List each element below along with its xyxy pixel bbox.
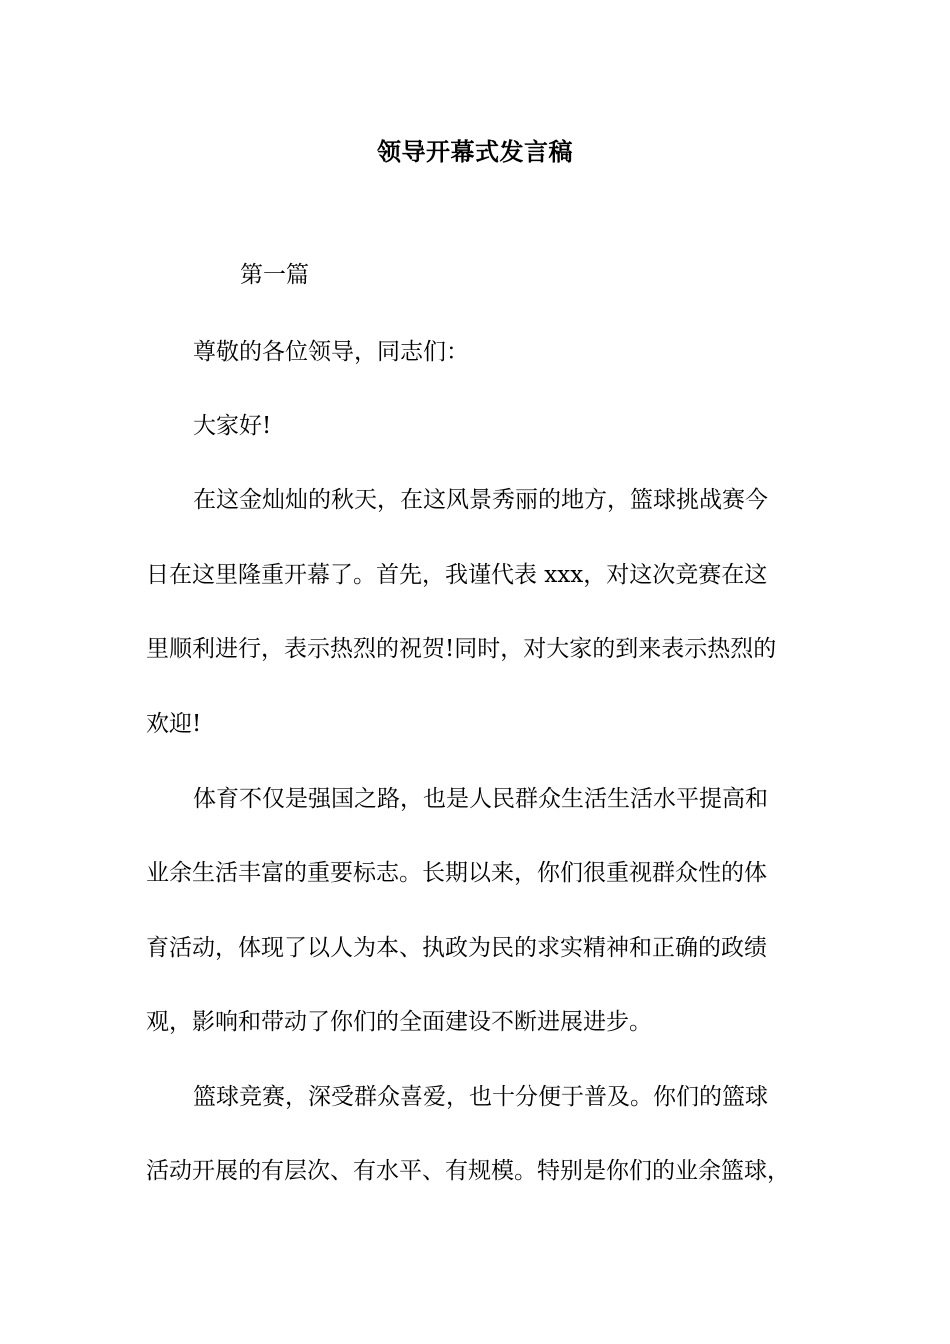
document-title: 领导开幕式发言稿 — [377, 137, 573, 166]
paragraph-line: 业余生活丰富的重要标志。长期以来，你们很重视群众性的体 — [146, 860, 767, 886]
salutation: 尊敬的各位领导，同志们： — [193, 339, 469, 365]
paragraph-line: 在这金灿灿的秋天，在这风景秀丽的地方，篮球挑战赛今 — [193, 487, 768, 513]
paragraph-line: 篮球竞赛，深受群众喜爱，也十分便于普及。你们的篮球 — [193, 1084, 768, 1110]
paragraph-line: 育活动，体现了以人为本、执政为民的求实精神和正确的政绩 — [146, 935, 767, 961]
paragraph-line: 体育不仅是强国之路，也是人民群众生活生活水平提高和 — [193, 786, 768, 812]
section-heading: 第一篇 — [240, 262, 309, 288]
paragraph-line: 日在这里隆重开幕了。首先，我谨代表 xxx，对这次竞赛在这 — [146, 562, 768, 588]
paragraph-line: 活动开展的有层次、有水平、有规模。特别是你们的业余篮球， — [146, 1158, 790, 1184]
paragraph-line: 里顺利进行，表示热烈的祝贺!同时，对大家的到来表示热烈的 — [146, 636, 777, 662]
paragraph-line: 欢迎! — [146, 711, 202, 737]
greeting: 大家好! — [193, 413, 272, 439]
paragraph-line: 观，影响和带动了你们的全面建设不断进展进步。 — [146, 1009, 652, 1035]
